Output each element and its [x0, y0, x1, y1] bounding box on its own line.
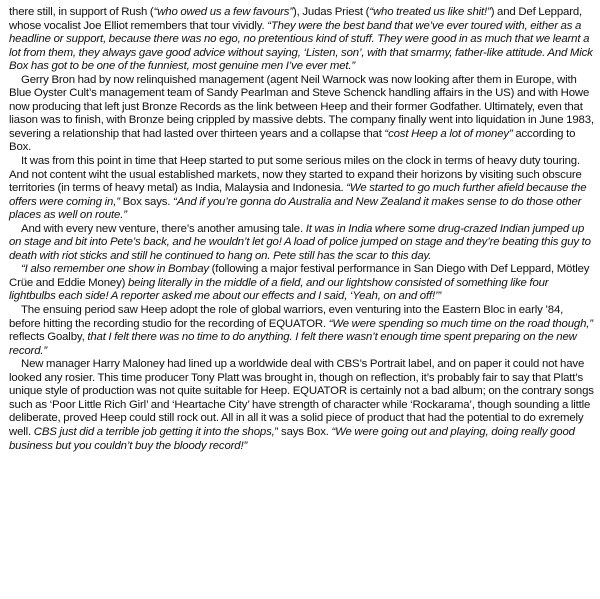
italic-quote-text: “We were going out and playing, doing really good business but you couldn’t buy the bloody record!”	[9, 425, 575, 452]
italic-quote-text: being literally in the middle of a field, and our lightshow consisted of something like four lightbulbs each side! A reporter asked me about our effects and I said, ‘Yeah, on and off!’”	[9, 276, 549, 303]
body-paragraph	[9, 263, 594, 304]
italic-quote-text: “I also remember one show in Bombay	[21, 263, 209, 276]
body-text: Gerry Bron had by now relinquished management (agent Neil Warnock was now looking after them in Europe, with Blue Oyster Cult’s management team of Sandy Pearlman and Steve Schenck handling affairs in the US) and with Howe now producing that left just Bronze Records as the link between Heep and their former Godfather. Ultimately, even that liason was to finish, with Bronze being crippled by massive debts. The company finally went into liquidation in June 1983, severing a relationship that had lasted over thirteen years and a collapse that	[9, 73, 594, 140]
italic-quote-text: “We were spending so much time on the road though,”	[328, 317, 593, 330]
italic-quote-text: It was in India where some drug-crazed Indian jumped up on stage and bit into Pete’s back, and he wouldn’t let go! A load of police jumped on stage and they’re beating this guy to death with riot sticks and still he continued to hang on. Pete still has the scar to this day.	[9, 222, 591, 262]
body-paragraph	[9, 6, 594, 74]
body-text: ) and Def Leppard, whose vocalist Joe Elliot remembers that tour vividly.	[9, 6, 583, 32]
italic-quote-text: “who treated us like shit!”	[369, 6, 491, 18]
body-text: Box says.	[119, 195, 174, 208]
body-paragraph	[9, 155, 594, 223]
body-text: ” says Box.	[274, 425, 332, 438]
italic-quote-text: “And if you’re gonna do Australia and New Zealand it makes sense to do those other places as well on route.”	[9, 195, 582, 222]
italic-quote-text: that I felt there was no time to do anything. I felt there wasn’t enough time spent preparing on the new record.”	[9, 331, 577, 357]
body-paragraph	[9, 223, 594, 264]
italic-quote-text: “We started to go much further afield because the offers were coming in,”	[9, 182, 587, 208]
body-paragraph	[9, 74, 594, 155]
italic-quote-text: “cost Heep a lot of money”	[384, 127, 513, 140]
body-text: reflects Goalby,	[9, 331, 88, 344]
body-text: ), Judas Priest (	[293, 6, 370, 18]
italic-quote-text: CBS just did a terrible job getting it into the shops,	[33, 425, 275, 438]
body-text: New manager Harry Maloney had lined up a worldwide deal with CBS’s Portrait label, and on paper it could not have looked any rosier. This time producer Tony Platt was brought in, though on reflection, it’s probably fair to say that Platt’s unique style of production was not quite suitable for Heep. EQUATOR is certainly not a bad album; on the contrary songs such as ‘Poor Little Rich Girl’ and ‘Heartache City’ have strength of character while ‘Rockarama’, though sounding a little deliberate, proved Heep could still rock out. All in all it was a solid piece of product that had the potential to do exremely well.	[9, 358, 594, 438]
body-text: (following a major festival performance in San Diego with Def Leppard, Mötley Crüe and Eddie Money)	[9, 263, 590, 289]
italic-quote-text: “They were the best band that we’ve ever toured with, either as a headline or support, because there was no ego, no pretentious kind of stuff. They were good in as much that we learnt a lot from them, they always gave good advice without saying, ‘Listen, son’, with that smarmy, father-like attitude. And Mick Box has got to be one of the funniest, most genuine men I’ve ever met.”	[9, 19, 593, 73]
body-text: And with every new venture, there’s another amusing tale.	[21, 222, 306, 235]
italic-quote-text: “who owed us a few favours”	[153, 6, 293, 18]
body-text: The ensuing period saw Heep adopt the role of global warriors, even venturing into the Eastern Bloc in early ’84, before hitting the recording studio for the recording of EQUATOR.	[9, 304, 564, 330]
body-paragraph	[9, 304, 594, 358]
body-paragraph	[9, 358, 594, 453]
body-text: according to Box.	[9, 127, 576, 154]
body-text: there still, in support of Rush (	[9, 6, 154, 18]
body-text: It was from this point in time that Heep started to put some serious miles on the clock in terms of heavy duty touring. And not content wiht the usual established markets, now they started to expand their horizons by visiting such obscure territories (in terms of heavy metal) as India, Malaysia and Indonesia.	[9, 155, 582, 195]
